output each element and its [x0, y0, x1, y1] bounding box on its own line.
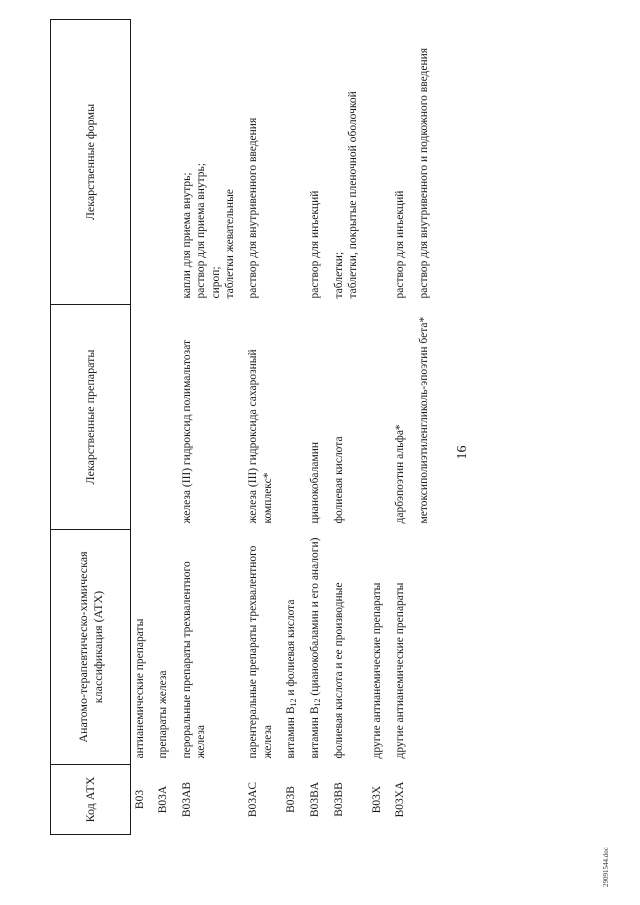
atc-code: B03	[134, 789, 146, 810]
atc-classification: антианемические препараты	[134, 618, 146, 759]
atc-classification: фолиевая кислота и ее производные	[333, 582, 345, 759]
dosage-forms	[131, 20, 155, 305]
drug-name: железа (III) гидроксида сахарозный комплекс*	[247, 349, 274, 524]
header-classification: Анатомо-терапевтическо-химическая классификация (АТХ)	[51, 530, 131, 765]
drug-name	[282, 305, 306, 530]
table-row	[178, 20, 245, 835]
atc-code: B03XA	[394, 781, 407, 818]
header-code: Код АТХ	[51, 765, 131, 835]
dosage-forms	[330, 20, 368, 305]
table-row	[154, 20, 177, 835]
atc-table	[50, 19, 438, 835]
drug-name: метоксиполиэтиленгликоль-эпоэтин бета*	[417, 316, 430, 524]
table-row	[330, 20, 368, 835]
atc-classification: другие антианемические препараты	[394, 582, 407, 759]
dosage-form: таблетки, покрытые пленочной оболочкой	[347, 91, 360, 299]
atc-code: B03B	[285, 786, 297, 813]
atc-code: B03AB	[180, 781, 193, 818]
subscript: 12	[289, 698, 298, 707]
atc-code: B03BA	[309, 781, 321, 818]
dosage-form: сироп;	[209, 266, 222, 299]
dosage-forms	[282, 20, 306, 305]
atc-classification: пероральные препараты трехвалентного железа	[180, 561, 208, 759]
dosage-form: раствор для приема внутрь;	[195, 163, 208, 299]
dosage-forms	[368, 20, 391, 305]
atc-code: B03BB	[333, 782, 345, 817]
atc-classification: витамин $B_{12}$ и фолиевая кислота	[285, 599, 298, 759]
dosage-forms	[306, 20, 330, 305]
dosage-form: таблетки жевательные	[223, 189, 236, 299]
atc-classification: другие антианемические препараты	[370, 582, 383, 759]
page-number: 16	[455, 445, 470, 460]
atc-code: B03X	[370, 785, 383, 814]
table-row	[415, 20, 438, 835]
dosage-forms	[178, 20, 245, 305]
atc-classification: препараты железа	[157, 670, 170, 759]
table-row	[131, 20, 155, 835]
document-id: 29091544.doc	[602, 847, 610, 887]
dosage-form: раствор для внутривенного и подкожного введения	[417, 47, 430, 299]
dosage-form: раствор для инъекций	[309, 190, 321, 299]
dosage-form: таблетки;	[333, 251, 345, 299]
table-row	[244, 20, 282, 835]
header-drugs: Лекарственные препараты	[51, 305, 131, 530]
drug-name: дарбэпоэтин альфа*	[394, 424, 407, 524]
table-row	[391, 20, 414, 835]
table-row	[282, 20, 306, 835]
table-row	[368, 20, 391, 835]
drug-name: железа (III) гидроксид полимальтозат	[180, 339, 193, 524]
dosage-form: раствор для внутривенного введения	[247, 117, 260, 299]
atc-classification: парентеральные препараты трехвалентного железа	[247, 545, 274, 759]
dosage-forms	[391, 20, 414, 305]
drug-name	[131, 305, 155, 530]
dosage-forms	[154, 20, 177, 305]
header-forms: Лекарственные формы	[51, 20, 131, 305]
table-row	[306, 20, 330, 835]
drug-name: цианокобаламин	[309, 441, 321, 524]
atc-classification: витамин $B_{12}$ (цианокобаламин и его аналоги)	[309, 537, 322, 759]
drug-name: фолиевая кислота	[333, 436, 345, 524]
atc-classification	[415, 530, 438, 765]
table-header-row	[51, 20, 131, 835]
drug-name	[154, 305, 177, 530]
atc-code: B03A	[157, 785, 170, 814]
atc-code: B03AC	[247, 781, 260, 818]
atc-code	[415, 765, 438, 835]
drug-name	[368, 305, 391, 530]
subscript: 12	[313, 698, 322, 707]
dosage-form: капли для приема внутрь;	[180, 172, 193, 299]
dosage-forms	[244, 20, 282, 305]
dosage-form: раствор для инъекций	[394, 190, 407, 299]
dosage-forms	[415, 20, 438, 305]
